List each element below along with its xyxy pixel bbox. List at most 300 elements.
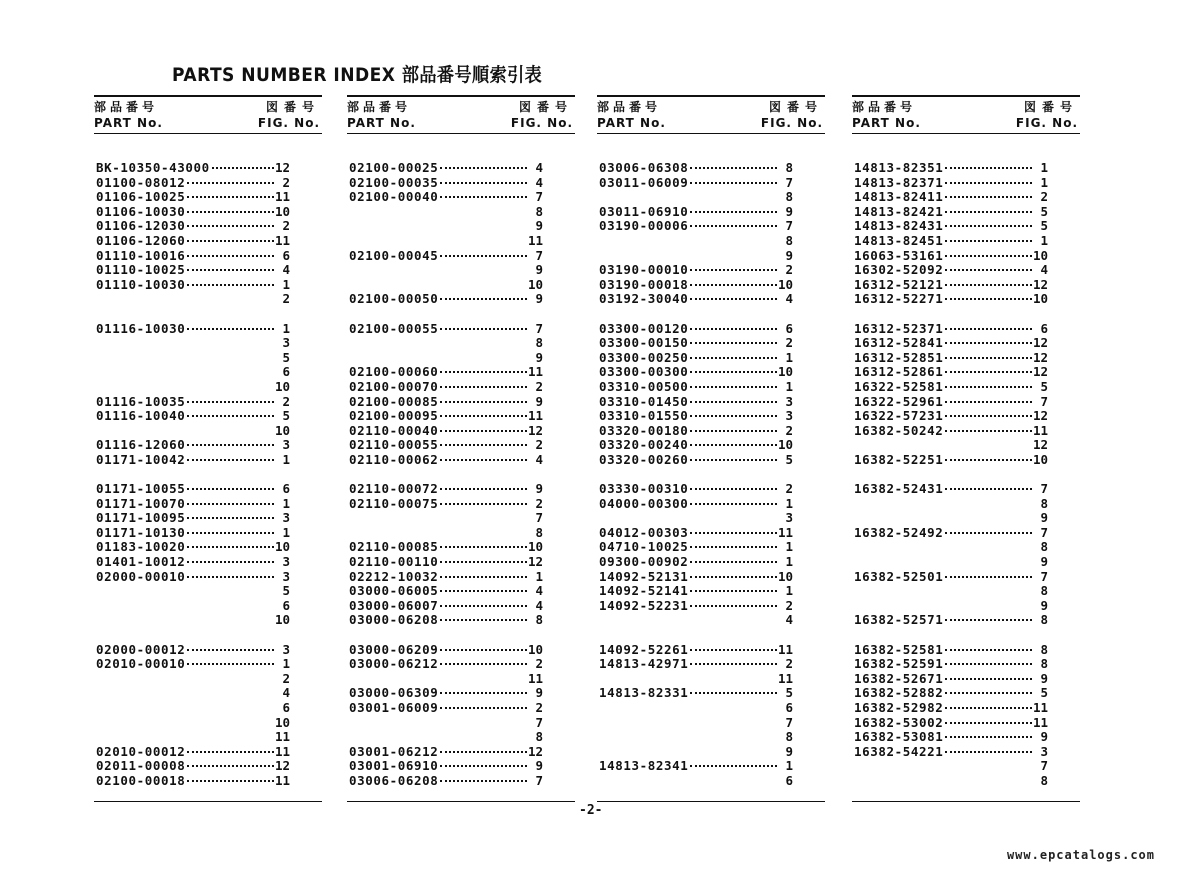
fig-number: 4 bbox=[535, 451, 543, 467]
fig-number: 10 bbox=[274, 539, 290, 555]
leader-dots bbox=[945, 225, 1032, 227]
part-number: 01171-10055 bbox=[96, 481, 186, 497]
index-row bbox=[854, 672, 1078, 687]
fig-number: 8 bbox=[1040, 641, 1048, 657]
part-number: 01106-10030 bbox=[96, 203, 186, 219]
fig-number: 6 bbox=[282, 247, 290, 263]
fig-number: 10 bbox=[527, 276, 543, 292]
leader-dots bbox=[945, 663, 1032, 665]
leader-dots bbox=[440, 663, 527, 665]
index-row bbox=[854, 205, 1078, 220]
part-number: 16382-54221 bbox=[854, 743, 944, 759]
index-row bbox=[96, 219, 320, 234]
fig-number: 8 bbox=[535, 524, 543, 540]
part-number: 16382-52251 bbox=[854, 451, 944, 467]
index-row bbox=[349, 716, 573, 731]
index-row bbox=[349, 219, 573, 234]
index-row bbox=[854, 643, 1078, 658]
header-fig-jp: 図番号 bbox=[518, 100, 573, 114]
leader-dots bbox=[945, 707, 1032, 709]
index-row bbox=[96, 643, 320, 658]
index-row bbox=[599, 161, 823, 176]
column-header bbox=[597, 95, 825, 134]
leader-dots bbox=[945, 182, 1032, 184]
part-number: 02110-00085 bbox=[349, 539, 439, 555]
fig-number: 11 bbox=[527, 408, 543, 424]
leader-dots bbox=[690, 532, 777, 534]
index-row bbox=[96, 497, 320, 512]
leader-dots bbox=[690, 269, 777, 271]
fig-number: 8 bbox=[535, 203, 543, 219]
leader-dots bbox=[945, 415, 1032, 417]
leader-dots bbox=[690, 561, 777, 563]
index-row bbox=[854, 774, 1078, 789]
fig-number: 3 bbox=[785, 393, 793, 409]
index-row bbox=[854, 322, 1078, 337]
fig-number: 3 bbox=[785, 510, 793, 526]
fig-number: 11 bbox=[1032, 714, 1048, 730]
index-row bbox=[599, 526, 823, 541]
index-row bbox=[854, 351, 1078, 366]
leader-dots bbox=[690, 225, 777, 227]
part-number: 16382-53002 bbox=[854, 714, 944, 730]
fig-number: 12 bbox=[274, 160, 290, 175]
part-number: 02100-00025 bbox=[349, 160, 439, 175]
fig-number: 2 bbox=[785, 422, 793, 438]
fig-number: 8 bbox=[785, 729, 793, 745]
index-row bbox=[349, 482, 573, 497]
fig-number: 2 bbox=[282, 291, 290, 307]
index-row bbox=[349, 409, 573, 424]
part-number: 03300-00250 bbox=[599, 349, 689, 365]
leader-dots bbox=[690, 663, 777, 665]
part-number: 03000-06007 bbox=[349, 597, 439, 613]
leader-dots bbox=[945, 342, 1032, 344]
leader-dots bbox=[690, 342, 777, 344]
fig-number: 7 bbox=[1040, 481, 1048, 497]
fig-number: 2 bbox=[1040, 189, 1048, 205]
index-row bbox=[854, 540, 1078, 555]
fig-number: 8 bbox=[535, 729, 543, 745]
leader-dots bbox=[945, 386, 1032, 388]
fig-number: 12 bbox=[1032, 364, 1048, 380]
index-row bbox=[96, 628, 320, 643]
fig-number: 1 bbox=[785, 758, 793, 774]
index-row bbox=[854, 599, 1078, 614]
fig-number: 2 bbox=[535, 656, 543, 672]
leader-dots bbox=[440, 371, 527, 373]
leader-dots bbox=[690, 182, 777, 184]
fig-number: 10 bbox=[274, 203, 290, 219]
leader-dots bbox=[440, 386, 527, 388]
index-row bbox=[349, 307, 573, 322]
part-number: 14813-82371 bbox=[854, 174, 944, 190]
index-row bbox=[349, 351, 573, 366]
part-number: 01106-12030 bbox=[96, 218, 186, 234]
fig-number: 9 bbox=[1040, 670, 1048, 686]
column-footer-rule bbox=[597, 801, 825, 802]
leader-dots bbox=[945, 298, 1032, 300]
index-row bbox=[599, 307, 823, 322]
leader-dots bbox=[187, 488, 274, 490]
index-row bbox=[854, 219, 1078, 234]
part-number: 02110-00062 bbox=[349, 451, 439, 467]
leader-dots bbox=[187, 444, 274, 446]
index-row bbox=[349, 613, 573, 628]
part-number: 14092-52141 bbox=[599, 583, 689, 599]
part-number: 01116-10035 bbox=[96, 393, 186, 409]
index-row bbox=[96, 467, 320, 482]
fig-number: 10 bbox=[274, 378, 290, 394]
index-row bbox=[349, 467, 573, 482]
index-row bbox=[854, 409, 1078, 424]
leader-dots bbox=[187, 780, 274, 782]
index-row bbox=[599, 395, 823, 410]
leader-dots bbox=[690, 459, 777, 461]
fig-number: 8 bbox=[785, 189, 793, 205]
index-row bbox=[349, 176, 573, 191]
leader-dots bbox=[690, 430, 777, 432]
index-row bbox=[349, 424, 573, 439]
index-row bbox=[349, 599, 573, 614]
leader-dots bbox=[945, 371, 1032, 373]
index-row bbox=[96, 730, 320, 745]
fig-number: 5 bbox=[785, 685, 793, 701]
part-number: 03000-06209 bbox=[349, 641, 439, 657]
fig-number: 2 bbox=[535, 495, 543, 511]
leader-dots bbox=[440, 649, 527, 651]
fig-number: 2 bbox=[282, 218, 290, 234]
index-row bbox=[96, 278, 320, 293]
part-number: 01116-10030 bbox=[96, 320, 186, 336]
fig-number: 1 bbox=[282, 276, 290, 292]
fig-number: 5 bbox=[1040, 203, 1048, 219]
index-row bbox=[96, 540, 320, 555]
column-header bbox=[852, 95, 1080, 134]
index-row bbox=[854, 278, 1078, 293]
fig-number: 7 bbox=[1040, 393, 1048, 409]
leader-dots bbox=[440, 707, 527, 709]
part-number: 01116-10040 bbox=[96, 408, 186, 424]
part-number: 03310-01450 bbox=[599, 393, 689, 409]
index-row bbox=[599, 190, 823, 205]
index-row bbox=[96, 511, 320, 526]
fig-number: 7 bbox=[785, 714, 793, 730]
part-number: 14092-52261 bbox=[599, 641, 689, 657]
part-number: 01171-10070 bbox=[96, 495, 186, 511]
part-number: 03190-00018 bbox=[599, 276, 689, 292]
index-row bbox=[349, 672, 573, 687]
fig-number: 10 bbox=[777, 437, 793, 453]
index-row bbox=[854, 497, 1078, 512]
index-row bbox=[599, 380, 823, 395]
fig-number: 2 bbox=[785, 262, 793, 278]
index-row bbox=[349, 686, 573, 701]
leader-dots bbox=[187, 765, 274, 767]
part-number: 03192-30040 bbox=[599, 291, 689, 307]
fig-number: 5 bbox=[785, 451, 793, 467]
fig-number: 9 bbox=[1040, 597, 1048, 613]
index-row bbox=[599, 336, 823, 351]
index-row bbox=[96, 322, 320, 337]
leader-dots bbox=[945, 269, 1032, 271]
index-row bbox=[599, 263, 823, 278]
header-part-en: PART No. bbox=[597, 116, 666, 130]
index-column bbox=[852, 95, 1080, 788]
fig-number: 1 bbox=[282, 656, 290, 672]
index-row bbox=[599, 322, 823, 337]
leader-dots bbox=[440, 692, 527, 694]
part-number: 02100-00095 bbox=[349, 408, 439, 424]
part-number: 01171-10042 bbox=[96, 451, 186, 467]
leader-dots bbox=[690, 357, 777, 359]
index-row bbox=[854, 380, 1078, 395]
part-number: 03320-00240 bbox=[599, 437, 689, 453]
fig-number: 10 bbox=[527, 641, 543, 657]
fig-number: 11 bbox=[274, 189, 290, 205]
fig-number: 9 bbox=[535, 291, 543, 307]
leader-dots bbox=[187, 751, 274, 753]
index-row bbox=[349, 205, 573, 220]
index-row bbox=[854, 482, 1078, 497]
leader-dots bbox=[440, 196, 527, 198]
index-row bbox=[96, 570, 320, 585]
leader-dots bbox=[945, 357, 1032, 359]
index-row bbox=[599, 730, 823, 745]
leader-dots bbox=[945, 401, 1032, 403]
index-row bbox=[96, 307, 320, 322]
part-number: 02110-00075 bbox=[349, 495, 439, 511]
fig-number: 2 bbox=[535, 699, 543, 715]
part-number: 02011-00008 bbox=[96, 758, 186, 774]
leader-dots bbox=[440, 444, 527, 446]
fig-number: 9 bbox=[785, 247, 793, 263]
leader-dots bbox=[690, 503, 777, 505]
fig-number: 1 bbox=[785, 349, 793, 365]
leader-dots bbox=[187, 182, 274, 184]
index-rows bbox=[96, 161, 320, 789]
column-header bbox=[347, 95, 575, 134]
index-row bbox=[854, 234, 1078, 249]
leader-dots bbox=[945, 736, 1032, 738]
index-row bbox=[599, 599, 823, 614]
index-row bbox=[599, 745, 823, 760]
index-row bbox=[599, 643, 823, 658]
index-row bbox=[349, 730, 573, 745]
fig-number: 3 bbox=[785, 408, 793, 424]
leader-dots bbox=[187, 649, 274, 651]
part-number: 03320-00180 bbox=[599, 422, 689, 438]
part-number: 03000-06309 bbox=[349, 685, 439, 701]
fig-number: 11 bbox=[1032, 422, 1048, 438]
part-number: 02110-00072 bbox=[349, 481, 439, 497]
part-number: 03001-06910 bbox=[349, 758, 439, 774]
fig-number: 1 bbox=[282, 320, 290, 336]
fig-number: 8 bbox=[535, 335, 543, 351]
header-part-jp: 部品番号 bbox=[597, 100, 662, 114]
part-number: 14813-82421 bbox=[854, 203, 944, 219]
leader-dots bbox=[187, 196, 274, 198]
index-row bbox=[599, 701, 823, 716]
fig-number: 5 bbox=[282, 408, 290, 424]
index-row bbox=[599, 424, 823, 439]
leader-dots bbox=[690, 328, 777, 330]
leader-dots bbox=[440, 605, 527, 607]
header-part-en: PART No. bbox=[347, 116, 416, 130]
fig-number: 8 bbox=[785, 160, 793, 175]
part-number: 02212-10032 bbox=[349, 568, 439, 584]
fig-number: 2 bbox=[785, 656, 793, 672]
index-row bbox=[599, 774, 823, 789]
fig-number: 5 bbox=[1040, 378, 1048, 394]
fig-number: 6 bbox=[282, 597, 290, 613]
fig-number: 1 bbox=[282, 451, 290, 467]
fig-number: 1 bbox=[282, 495, 290, 511]
index-row bbox=[854, 716, 1078, 731]
index-column bbox=[347, 95, 575, 788]
index-row bbox=[96, 351, 320, 366]
part-number: 16312-52121 bbox=[854, 276, 944, 292]
fig-number: 4 bbox=[535, 597, 543, 613]
part-number: 14813-82411 bbox=[854, 189, 944, 205]
index-rows bbox=[599, 161, 823, 789]
header-fig-jp: 図番号 bbox=[265, 100, 320, 114]
part-number: 03300-00300 bbox=[599, 364, 689, 380]
page-number: -2- bbox=[579, 803, 603, 818]
fig-number: 1 bbox=[1040, 232, 1048, 248]
header-part-en: PART No. bbox=[94, 116, 163, 130]
leader-dots bbox=[440, 765, 527, 767]
part-number: 16382-52671 bbox=[854, 670, 944, 686]
leader-dots bbox=[690, 167, 777, 169]
leader-dots bbox=[440, 298, 527, 300]
leader-dots bbox=[440, 459, 527, 461]
index-row bbox=[599, 716, 823, 731]
index-row bbox=[854, 584, 1078, 599]
fig-number: 11 bbox=[777, 524, 793, 540]
leader-dots bbox=[945, 430, 1032, 432]
part-number: 16382-52591 bbox=[854, 656, 944, 672]
column-footer-rule bbox=[852, 801, 1080, 802]
fig-number: 7 bbox=[1040, 758, 1048, 774]
leader-dots bbox=[187, 532, 274, 534]
part-number: 16312-52271 bbox=[854, 291, 944, 307]
index-row bbox=[349, 774, 573, 789]
leader-dots bbox=[187, 211, 274, 213]
leader-dots bbox=[690, 546, 777, 548]
part-number: 02100-00060 bbox=[349, 364, 439, 380]
fig-number: 2 bbox=[535, 437, 543, 453]
part-number: 03011-06009 bbox=[599, 174, 689, 190]
part-number: 16382-52571 bbox=[854, 612, 944, 628]
index-row bbox=[96, 774, 320, 789]
index-row bbox=[349, 380, 573, 395]
index-row bbox=[349, 526, 573, 541]
leader-dots bbox=[690, 692, 777, 694]
index-row bbox=[96, 365, 320, 380]
index-row bbox=[96, 380, 320, 395]
leader-dots bbox=[187, 576, 274, 578]
leader-dots bbox=[187, 284, 274, 286]
fig-number: 3 bbox=[282, 510, 290, 526]
part-number: 14813-82351 bbox=[854, 160, 944, 175]
part-number: 16322-52961 bbox=[854, 393, 944, 409]
part-number: 16382-53081 bbox=[854, 729, 944, 745]
fig-number: 7 bbox=[535, 714, 543, 730]
index-row bbox=[349, 453, 573, 468]
fig-number: 9 bbox=[535, 349, 543, 365]
index-row bbox=[349, 657, 573, 672]
part-number: 03310-01550 bbox=[599, 408, 689, 424]
leader-dots bbox=[440, 430, 527, 432]
index-row bbox=[599, 278, 823, 293]
index-row bbox=[349, 292, 573, 307]
fig-number: 1 bbox=[785, 583, 793, 599]
index-row bbox=[854, 176, 1078, 191]
index-row bbox=[854, 613, 1078, 628]
index-row bbox=[96, 555, 320, 570]
leader-dots bbox=[187, 269, 274, 271]
header-fig-jp: 図番号 bbox=[768, 100, 823, 114]
part-number: 01106-10025 bbox=[96, 189, 186, 205]
index-row bbox=[854, 745, 1078, 760]
leader-dots bbox=[690, 211, 777, 213]
fig-number: 11 bbox=[274, 729, 290, 745]
index-row bbox=[349, 511, 573, 526]
part-number: 14813-42971 bbox=[599, 656, 689, 672]
index-row bbox=[349, 745, 573, 760]
fig-number: 12 bbox=[527, 422, 543, 438]
leader-dots bbox=[187, 663, 274, 665]
fig-number: 12 bbox=[1032, 437, 1048, 453]
leader-dots bbox=[440, 503, 527, 505]
part-number: 16382-52501 bbox=[854, 568, 944, 584]
part-number: 01110-10030 bbox=[96, 276, 186, 292]
fig-number: 7 bbox=[535, 189, 543, 205]
leader-dots bbox=[945, 255, 1032, 257]
index-row bbox=[96, 176, 320, 191]
part-number: 01116-12060 bbox=[96, 437, 186, 453]
leader-dots bbox=[690, 415, 777, 417]
fig-number: 5 bbox=[282, 349, 290, 365]
leader-dots bbox=[945, 576, 1032, 578]
header-part-en: PART No. bbox=[852, 116, 921, 130]
fig-number: 5 bbox=[1040, 218, 1048, 234]
index-row bbox=[349, 570, 573, 585]
fig-number: 9 bbox=[1040, 554, 1048, 570]
index-row bbox=[96, 424, 320, 439]
index-row bbox=[854, 628, 1078, 643]
part-number: 16382-52982 bbox=[854, 699, 944, 715]
fig-number: 8 bbox=[1040, 612, 1048, 628]
index-row bbox=[599, 219, 823, 234]
index-row bbox=[599, 497, 823, 512]
header-part-jp: 部品番号 bbox=[94, 100, 159, 114]
fig-number: 11 bbox=[527, 232, 543, 248]
leader-dots bbox=[690, 298, 777, 300]
index-row bbox=[96, 161, 320, 176]
index-row bbox=[349, 234, 573, 249]
index-row bbox=[599, 657, 823, 672]
fig-number: 4 bbox=[785, 291, 793, 307]
fig-number: 3 bbox=[1040, 743, 1048, 759]
index-row bbox=[96, 453, 320, 468]
leader-dots bbox=[690, 386, 777, 388]
index-row bbox=[854, 467, 1078, 482]
index-row bbox=[599, 613, 823, 628]
index-row bbox=[96, 249, 320, 264]
leader-dots bbox=[945, 722, 1032, 724]
